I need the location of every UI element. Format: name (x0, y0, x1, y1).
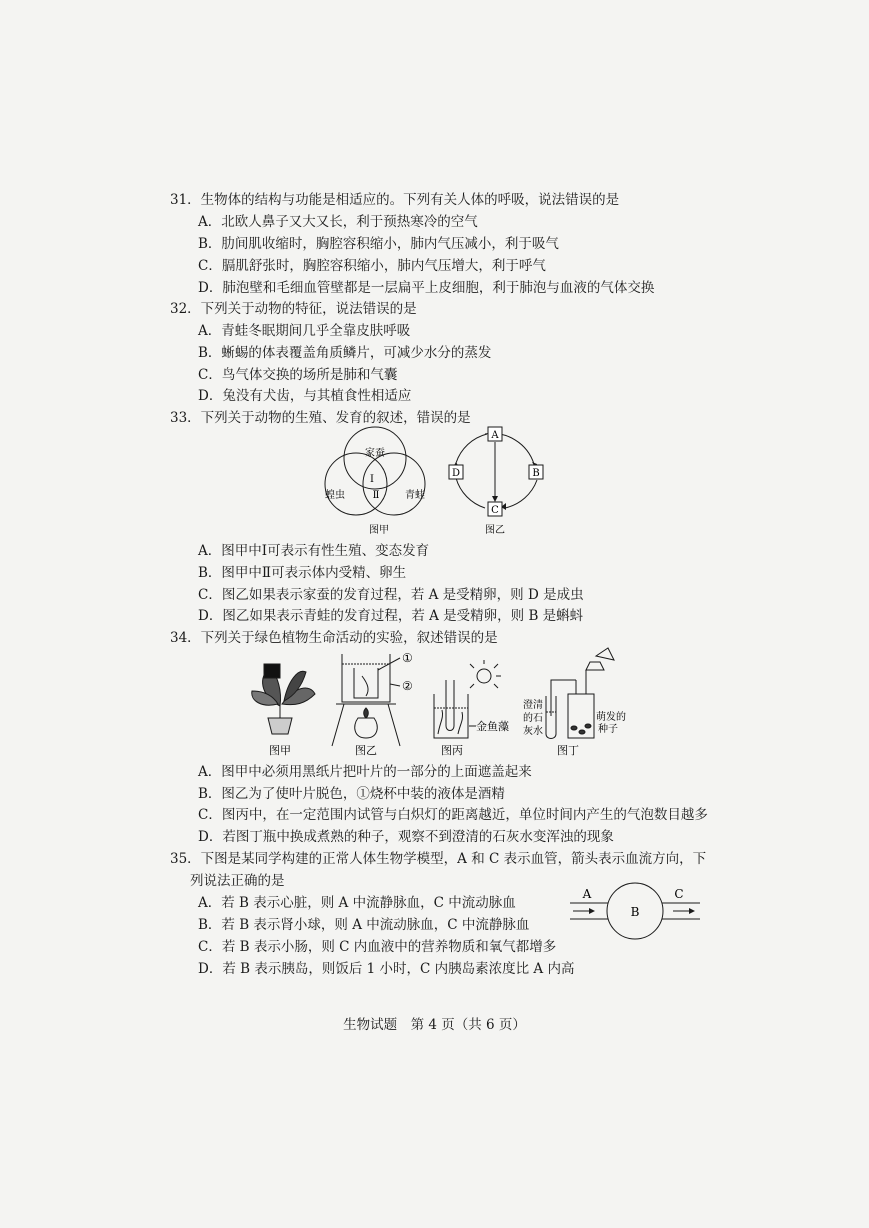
q31-option-d: D．肺泡壁和毛细血管壁都是一层扁平上皮细胞，利于肺泡与血液的气体交换 (198, 280, 655, 296)
caption-fig-c: 图丙 (441, 744, 463, 757)
beaker-figure (332, 654, 400, 746)
q34-option-a: A．图甲中必须用黑纸片把叶片的一部分的上面遮盖起来 (198, 764, 532, 780)
cycle-label-b: B (532, 468, 540, 479)
caption-fig-a: 图甲 (269, 744, 291, 757)
q31-option-a: A．北欧人鼻子又大又长，利于预热寒冷的空气 (198, 214, 478, 230)
q32-option-c: C．鸟气体交换的场所是肺和气囊 (198, 367, 398, 383)
question-35-stem-cont: 列说法正确的是 (190, 873, 285, 889)
question-33-stem: 33．下列关于动物的生殖、发育的叙述，错误的是 (170, 410, 471, 426)
q35-option-a: A．若 B 表示心脏，则 A 中流静脉血，C 中流动脉血 (198, 895, 516, 911)
arrowhead-c (689, 908, 695, 914)
question-32-stem: 32．下列关于动物的特征，说法错误的是 (170, 301, 417, 317)
label-seeds-1: 萌发的 (596, 712, 626, 723)
caption-fig-d: 图丁 (557, 744, 579, 757)
cycle-caption: 图乙 (485, 525, 505, 536)
arrowhead-a (589, 908, 595, 914)
q33-figure-svg (315, 420, 575, 540)
q33-option-d: D．图乙如果表示青蛙的发育过程，若 A 是受精卵，则 B 是蝌蚪 (198, 608, 584, 624)
q35-option-d: D．若 B 表示胰岛，则饭后 1 小时，C 内胰岛素浓度比 A 内高 (198, 961, 575, 977)
label-seeds-2: 种子 (598, 724, 618, 735)
venn-region-1: Ⅰ (370, 474, 374, 485)
cycle-arc-c-d (456, 478, 485, 508)
caption-fig-b: 图乙 (355, 744, 377, 757)
cycle-label-a: A (491, 430, 499, 441)
q32-option-a: A．青蛙冬眠期间几乎全靠皮肤呼吸 (198, 323, 411, 339)
question-35-stem: 35．下图是某同学构建的正常人体生物学模型，A 和 C 表示血管，箭头表示血流方向，下 (170, 851, 707, 867)
label-limewater-1: 澄清 (523, 700, 543, 711)
cycle-arc-b-c (505, 480, 537, 508)
q35-figure-svg (565, 880, 705, 950)
q35-figure (565, 880, 705, 950)
venn-label-silkworm: 家蚕 (365, 448, 385, 459)
marker-2: ② (402, 679, 413, 693)
venn-circle-locust (325, 453, 387, 515)
q32-option-d: D．兔没有犬齿，与其植食性相适应 (198, 388, 412, 404)
q34-option-b: B．图乙为了使叶片脱色，①烧杯中装的液体是酒精 (198, 786, 505, 802)
label-b: B (630, 905, 640, 919)
q35-option-b: B．若 B 表示肾小球，则 A 中流动脉血，C 中流静脉血 (198, 917, 530, 933)
q33-figure (315, 420, 575, 540)
q34-option-d: D．若图丁瓶中换成煮熟的种子，观察不到澄清的石灰水变浑浊的现象 (198, 829, 614, 845)
q32-option-b: B．蜥蜴的体表覆盖角质鳞片，可减少水分的蒸发 (198, 345, 492, 361)
label-limewater-3: 灰水 (523, 726, 543, 737)
venn-region-2: Ⅱ (372, 490, 380, 501)
plant-figure (252, 664, 315, 734)
q31-option-c: C．膈肌舒张时，胸腔容积缩小，肺内气压增大，利于呼气 (198, 258, 546, 274)
q33-option-c: C．图乙如果表示家蚕的发育过程，若 A 是受精卵，则 D 是成虫 (198, 587, 584, 603)
q33-option-a: A．图甲中Ⅰ可表示有性生殖、变态发育 (198, 543, 430, 559)
question-31-stem: 31．生物体的结构与功能是相适应的。下列有关人体的呼吸，说法错误的是 (170, 192, 620, 208)
venn-caption: 图甲 (369, 525, 389, 536)
question-34-stem: 34．下列关于绿色植物生命活动的实验，叙述错误的是 (170, 630, 498, 646)
q35-option-c: C．若 B 表示小肠，则 C 内血液中的营养物质和氧气都增多 (198, 939, 557, 955)
label-goldfish: 金鱼藻 (476, 720, 509, 733)
arrowhead-a-c (492, 496, 498, 502)
cycle-arc-d-a (456, 434, 487, 463)
q34-figure (240, 646, 626, 758)
q34-figure-svg (240, 646, 626, 758)
label-limewater-2: 的石 (523, 713, 543, 724)
cycle-label-c: C (491, 505, 499, 516)
label-c: C (674, 887, 684, 901)
q34-option-c: C．图丙中，在一定范围内试管与白炽灯的距离越近，单位时间内产生的气泡数目越多 (198, 807, 708, 823)
marker-1: ① (402, 651, 413, 665)
q31-option-b: B．肋间肌收缩时，胸腔容积缩小，肺内气压减小，利于吸气 (198, 236, 559, 252)
page-footer: 生物试题 第 4 页（共 6 页） (343, 1017, 526, 1033)
venn-label-frog: 青蛙 (405, 490, 425, 501)
cycle-label-d: D (451, 468, 461, 479)
label-a: A (582, 887, 592, 901)
venn-label-locust: 蝗虫 (325, 490, 345, 501)
q33-option-b: B．图甲中Ⅱ可表示体内受精、卵生 (198, 565, 407, 581)
